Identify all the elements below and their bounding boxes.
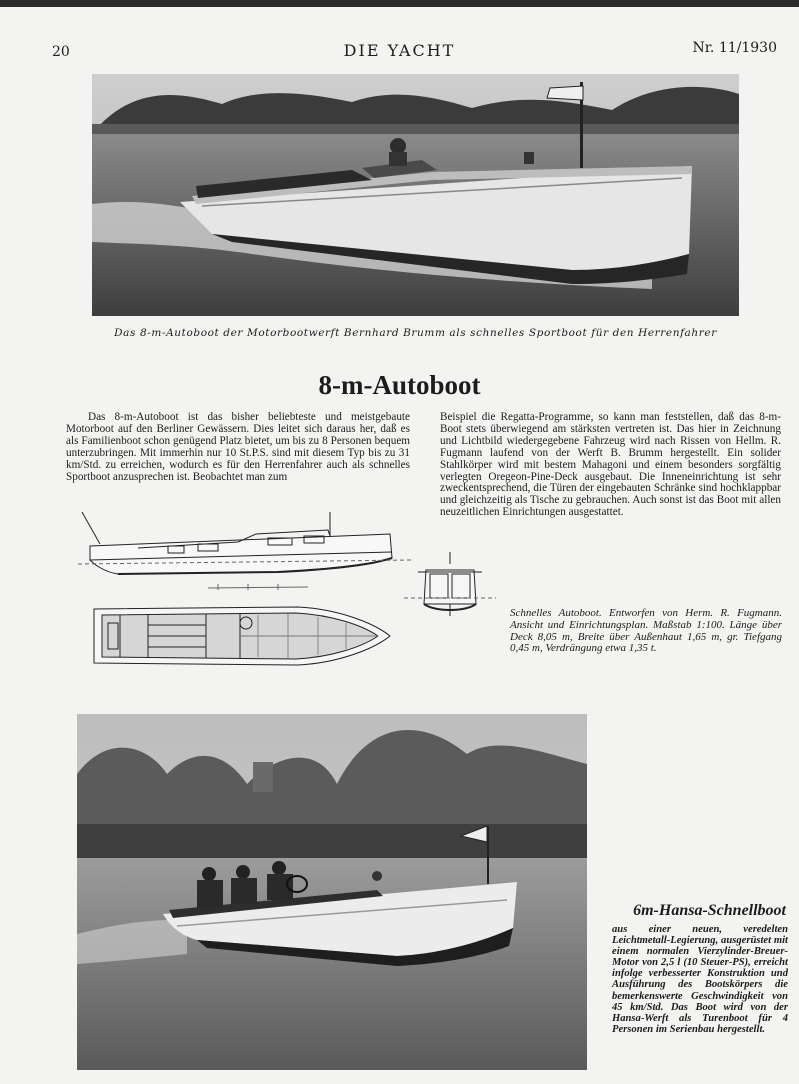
article-text-right-column: Beispiel die Regatta-Programme, so kann man feststellen, daß das 8-m-Boot stets überwiegend am stärksten vertreten ist. Das hier in Zeichnung und Lichtbild wiedergegebene Fahrzeug wird nach Rissen von Hellm. R. Fugmann laufend von der Werft B. Brumm hergestellt. Ein solider Stahlkörper wird mit bestem Mahagoni und einem besonders sorgfältig verlegten Oregeon-Pine-Deck ausgebaut. Die Inneneinrichtung ist sehr zweckentsprechend, die Türen der eingebauten Schränke sind hochklappbar und gleichzeitig als Tische zu gebrauchen. Auch sonst ist das Boot mit allen neuzeitlichen Einrichtungen ausgestattet. <box>440 411 781 519</box>
drawing-caption: Schnelles Autoboot. Entworfen von Herm. R. Fugmann. Ansicht und Einrichtungsplan. Maßstab 1:100. Länge über Deck 8,05 m, Breite über Außenhaut 1,65 m, gr. Tiefgang 0,45 m, Verdrängung etwa 1,35 t. <box>510 607 782 655</box>
page-top-edge <box>0 0 799 7</box>
article-title: 8-m-Autoboot <box>318 370 481 400</box>
photo-hansa-schnellboot <box>77 714 587 1070</box>
cross-section-drawing <box>404 552 496 618</box>
magazine-title: DIE YACHT <box>343 41 456 60</box>
photo-top-caption: Das 8-m-Autoboot der Motorbootwerft Bernhard Brumm als schnelles Sportboot für den Herrenfahrer <box>114 327 717 339</box>
issue-number: Nr. 11/1930 <box>692 40 777 56</box>
article-text-left-column: Das 8-m-Autoboot ist das bisher beliebteste und meistgebaute Motorboot auf den Berliner Gewässern. Dies leitet sich daraus her, daß es als Familienboot schon genügend Platz bietet, um bis zu 8 Personen bequem unterzubringen. Mit immerhin nur 10 St.P.S. sind mit diesem Typ bis zu 31 km/Std. zu erreichen, wodurch es für den Herrenfahrer auch als schnelles Sportboot anzusprechen ist. Beobachtet man zum <box>66 411 410 483</box>
deck-plan-drawing <box>88 603 394 669</box>
page-number: 20 <box>52 44 70 60</box>
sidebar-title: 6m-Hansa-Schnellboot <box>633 902 786 919</box>
photo-8m-autoboot <box>92 74 739 316</box>
page-header <box>0 38 799 60</box>
sidebar-text: aus einer neuen, veredelten Leichtmetall-Legierung, ausgerüstet mit einem normalen Vierzylinder-Breuer-Motor von 2,5 l (10 Steuer-PS), erreicht infolge verbesserter Konstruktion und Ausführung des Bootskörpers die bemerkenswerte Geschwindigkeit von 45 km/Std. Das Boot wird von der Hansa-Werft als Turenboot für 4 Personen im Serienbau hergestellt. <box>612 924 788 1035</box>
side-elevation-drawing <box>78 508 412 594</box>
